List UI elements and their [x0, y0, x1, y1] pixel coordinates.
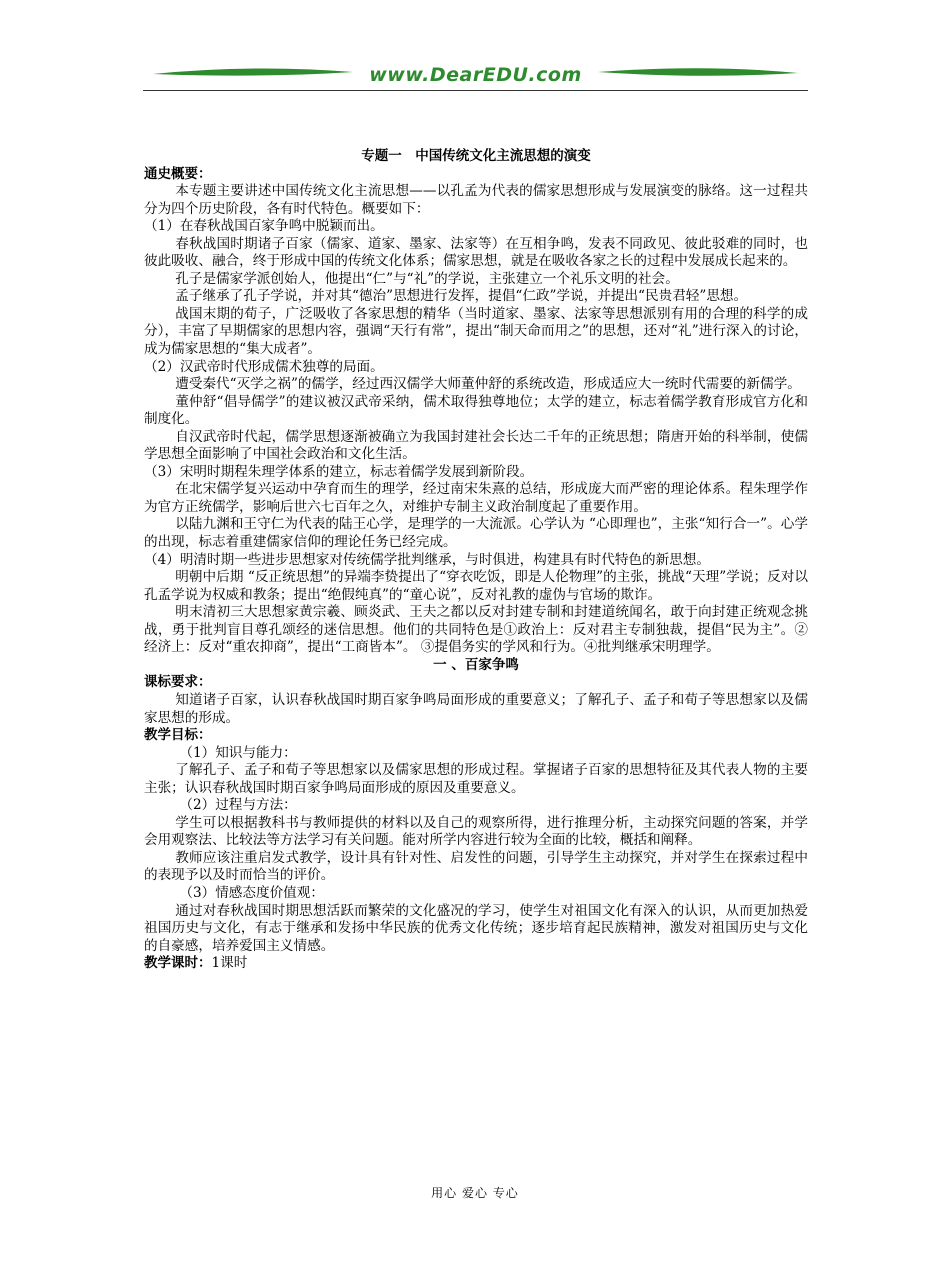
section-title: 一 、百家争鸣 [433, 656, 519, 673]
stage-heading: （3）宋明时期程朱理学体系的建立，标志着儒学发展到新阶段。 [144, 463, 534, 480]
paragraph: 孟子继承了孔子学说，并对其“德治”思想进行发挥，提倡“仁政”学说，并提出“民贵君轻”思想。 [175, 288, 748, 305]
paragraph: 以陆九渊和王守仁为代表的陆王心学，是理学的一大流派。心学认为 “心即理也”，主张“知行合一”。心学的出现，标志着重建儒家信仰的理论任务已经完成。 [144, 516, 808, 551]
class-hours-line [144, 955, 808, 973]
paragraph: 学生可以根据教科书与教师提供的材料以及自己的观察所得，进行推理分析，主动探究问题的答案，并学会用观察法、比较法等方法学习有关问题。能对所学内容进行较为全面的比较，概括和阐释。 [144, 814, 808, 849]
paragraph: 本专题主要讲述中国传统文化主流思想——以孔孟为代表的儒家思想形成与发展演变的脉络。这一过程共分为四个历史阶段，各有时代特色。概要如下： [144, 183, 808, 217]
paragraph: 了解孔子、孟子和荀子等思想家以及儒家思想的形成过程。掌握诸子百家的思想特征及其代表人物的主要主张；认识春秋战国时期百家争鸣局面形成的原因及重要意义。 [144, 762, 808, 796]
stage-heading: （4）明清时期一些进步思想家对传统儒学批判继承，与时俱进，构建具有时代特色的新思想。 [144, 551, 710, 568]
paragraph: 教师应该注重启发式教学，设计具有针对性、启发性的问题，引导学生主动探究，并对学生在探索过程中的表现予以及时而恰当的评价。 [144, 849, 808, 884]
document-title: 专题一 中国传统文化主流思想的演变 [361, 148, 591, 164]
page-footer: 用心 爱心 专心 [431, 1186, 519, 1200]
stage-heading: （2）汉武帝时代形成儒术独尊的局面。 [144, 358, 384, 375]
paragraph: 春秋战国时期诸子百家（儒家、道家、墨家、法家等）在互相争鸣，发表不同政见、彼此驳难的同时，也彼此吸收、融合，终于形成中国的传统文化体系；儒家思想，就是在吸收各家之长的过程中发展成长起来的。 [144, 235, 808, 270]
site-logo-text: www.DearEDU.com [369, 64, 582, 86]
paragraph: 明朝中后期 “反正统思想”的异端李贽提出了“穿衣吃饭，即是人伦物理”的主张，挑战“天理”学说；反对以孔孟学说为权威和教条；提出“绝假纯真”的“童心说”，反对礼教的虚伪与官场的欺诈。 [144, 569, 808, 603]
paragraph: 董仲舒“倡导儒学”的建议被汉武帝采纳，儒术取得独尊地位；太学的建立，标志着儒学教育形成官方化和制度化。 [144, 393, 808, 428]
paragraph: 在北宋儒学复兴运动中孕育而生的理学，经过南宋朱熹的总结，形成庞大而严密的理论体系。程朱理学作为官方正统儒学，影响后世六七百年之久，对维护专制主义政治制度起了重要作用。 [144, 481, 808, 515]
header-divider [143, 90, 808, 91]
paragraph: 遭受秦代“灭学之祸”的儒学，经过西汉儒学大师董仲舒的系统改造，形成适应大一统时代需要的新儒学。 [175, 376, 801, 393]
overview-heading: 通史概要： [144, 165, 212, 182]
document-body [144, 148, 808, 973]
goal-subheading: （3）情感态度价值观： [179, 884, 324, 901]
hours-value: 1课时 [211, 955, 248, 972]
standard-heading: 课标要求： [144, 674, 212, 691]
stage-heading: （1）在春秋战国百家争鸣中脱颖而出。 [144, 218, 384, 235]
paragraph: 通过对春秋战国时期思想活跃而繁荣的文化盛况的学习，使学生对祖国文化有深入的认识，从而更加热爱祖国历史与文化，有志于继承和发扬中华民族的优秀文化传统；逐步培育起民族精神，激发对祖国历史与文化的自豪感，培养爱国主义情感。 [144, 902, 808, 954]
paragraph: 自汉武帝时代起，儒学思想逐渐被确立为我国封建社会长达二千年的正统思想；隋唐开始的科举制，使儒学思想全面影响了中国社会政治和文化生活。 [144, 428, 808, 463]
paragraph: 知道诸子百家，认识春秋战国时期百家争鸣局面形成的重要意义；了解孔子、孟子和荀子等思想家以及儒家思想的形成。 [144, 691, 808, 726]
hours-heading: 教学课时： [144, 955, 212, 972]
goal-subheading: （1）知识与能力： [179, 744, 297, 761]
goal-subheading: （2）过程与方法： [179, 797, 297, 814]
site-header-banner [143, 62, 808, 94]
paragraph: 孔子是儒家学派创始人，他提出“仁”与“礼”的学说，主张建立一个礼乐文明的社会。 [175, 270, 679, 287]
paragraph: 明末清初三大思想家黄宗羲、顾炎武、王夫之都以反对封建专制和封建道统闻名，敢于向封建正统观念挑战，勇于批判盲目尊孔颂经的迷信思想。他们的共同特色是①政治上：反对君主专制独裁，提倡“民为主”。②经济上：反对“重农抑商”，提出“工商皆本”。 ③提倡务实的学风和行为。④批判继承宋明理学。 [144, 604, 808, 656]
paragraph: 战国末期的荀子，广泛吸收了各家思想的精华（当时道家、墨家、法家等思想派别有用的合理的科学的成分），丰富了早期儒家的思想内容，强调“天行有常”，提出“制天命而用之”的思想，还对“礼”进行深入的讨论，成为儒家思想的“集大成者”。 [144, 305, 808, 358]
goal-heading: 教学目标： [144, 727, 212, 744]
